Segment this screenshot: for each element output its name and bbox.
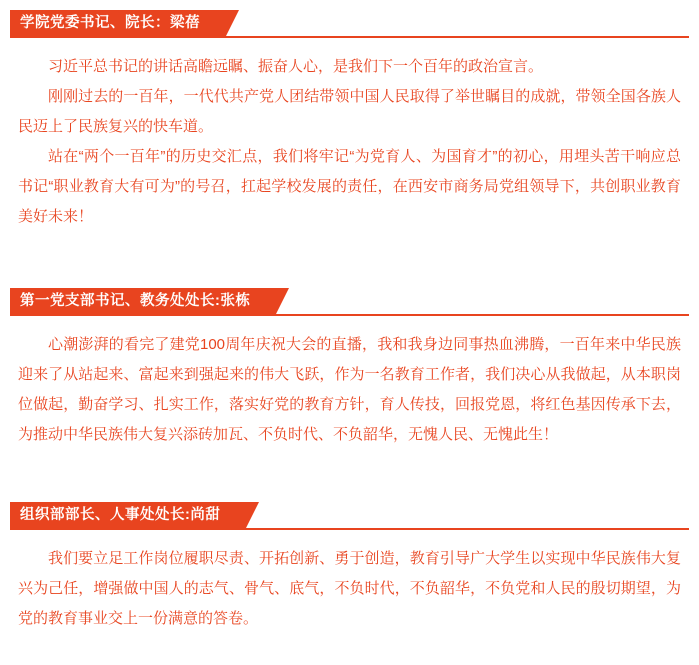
- section-3-header: [10, 502, 689, 530]
- section-1-paragraph-1: 习近平总书记的讲话高瞻远瞩、振奋人心，是我们下一个百年的政治宣言。: [48, 58, 544, 75]
- section-2-paragraph-1: 心潮澎湃的看完了建党100周年庆祝大会的直播，我和我身边同事热血沸腾，一百年来中华民族迎来了从站起来、富起来到强起来的伟大飞跃，作为一名教育工作者，我们决心从我做起，从本职岗位做起，勤奋学习、扎实工作，落实好党的教育方针，育人传技，回报党恩，将红色基因传承下去，为推动中华民族伟大复兴添砖加瓦、不负时代、不负韶华，无愧人民、无愧此生！: [18, 336, 681, 443]
- section-1-paragraph-2: 刚刚过去的一百年，一代代共产党人团结带领中国人民取得了举世瞩目的成就，带领全国各族人民迈上了民族复兴的快车道。: [18, 88, 681, 135]
- section-1-heading: 学院党委书记、院长：梁蓓: [10, 10, 226, 36]
- section-1: [0, 10, 699, 232]
- section-1-header-rule: [10, 36, 689, 38]
- top-spacer: [0, 0, 699, 10]
- section-gap-2: [0, 450, 699, 502]
- section-2-heading: 第一党支部书记、教务处处长:张栋: [10, 288, 276, 314]
- section-gap-1: [0, 232, 699, 288]
- section-1-body: [18, 52, 681, 232]
- section-3: [0, 502, 699, 634]
- section-1-header: [10, 10, 689, 38]
- section-3-paragraph-1: 我们要立足工作岗位履职尽责、开拓创新、勇于创造，教育引导广大学生以实现中华民族伟大复兴为己任，增强做中国人的志气、骨气、底气，不负时代，不负韶华，不负党和人民的殷切期望，为党的教育事业交上一份满意的答卷。: [18, 550, 681, 627]
- section-1-paragraph-3: 站在“两个一百年”的历史交汇点，我们将牢记“为党育人、为国育才”的初心，用埋头苦干响应总书记“职业教育大有可为”的号召，扛起学校发展的责任，在西安市商务局党组领导下，共创职业教育美好未来！: [18, 148, 681, 225]
- section-3-header-rule: [10, 528, 689, 530]
- section-3-heading: 组织部部长、人事处处长:尚甜: [10, 502, 246, 528]
- section-2-body: [18, 330, 681, 450]
- section-2-header: [10, 288, 689, 316]
- section-2: [0, 288, 699, 450]
- section-2-header-rule: [10, 314, 689, 316]
- section-3-body: [18, 544, 681, 634]
